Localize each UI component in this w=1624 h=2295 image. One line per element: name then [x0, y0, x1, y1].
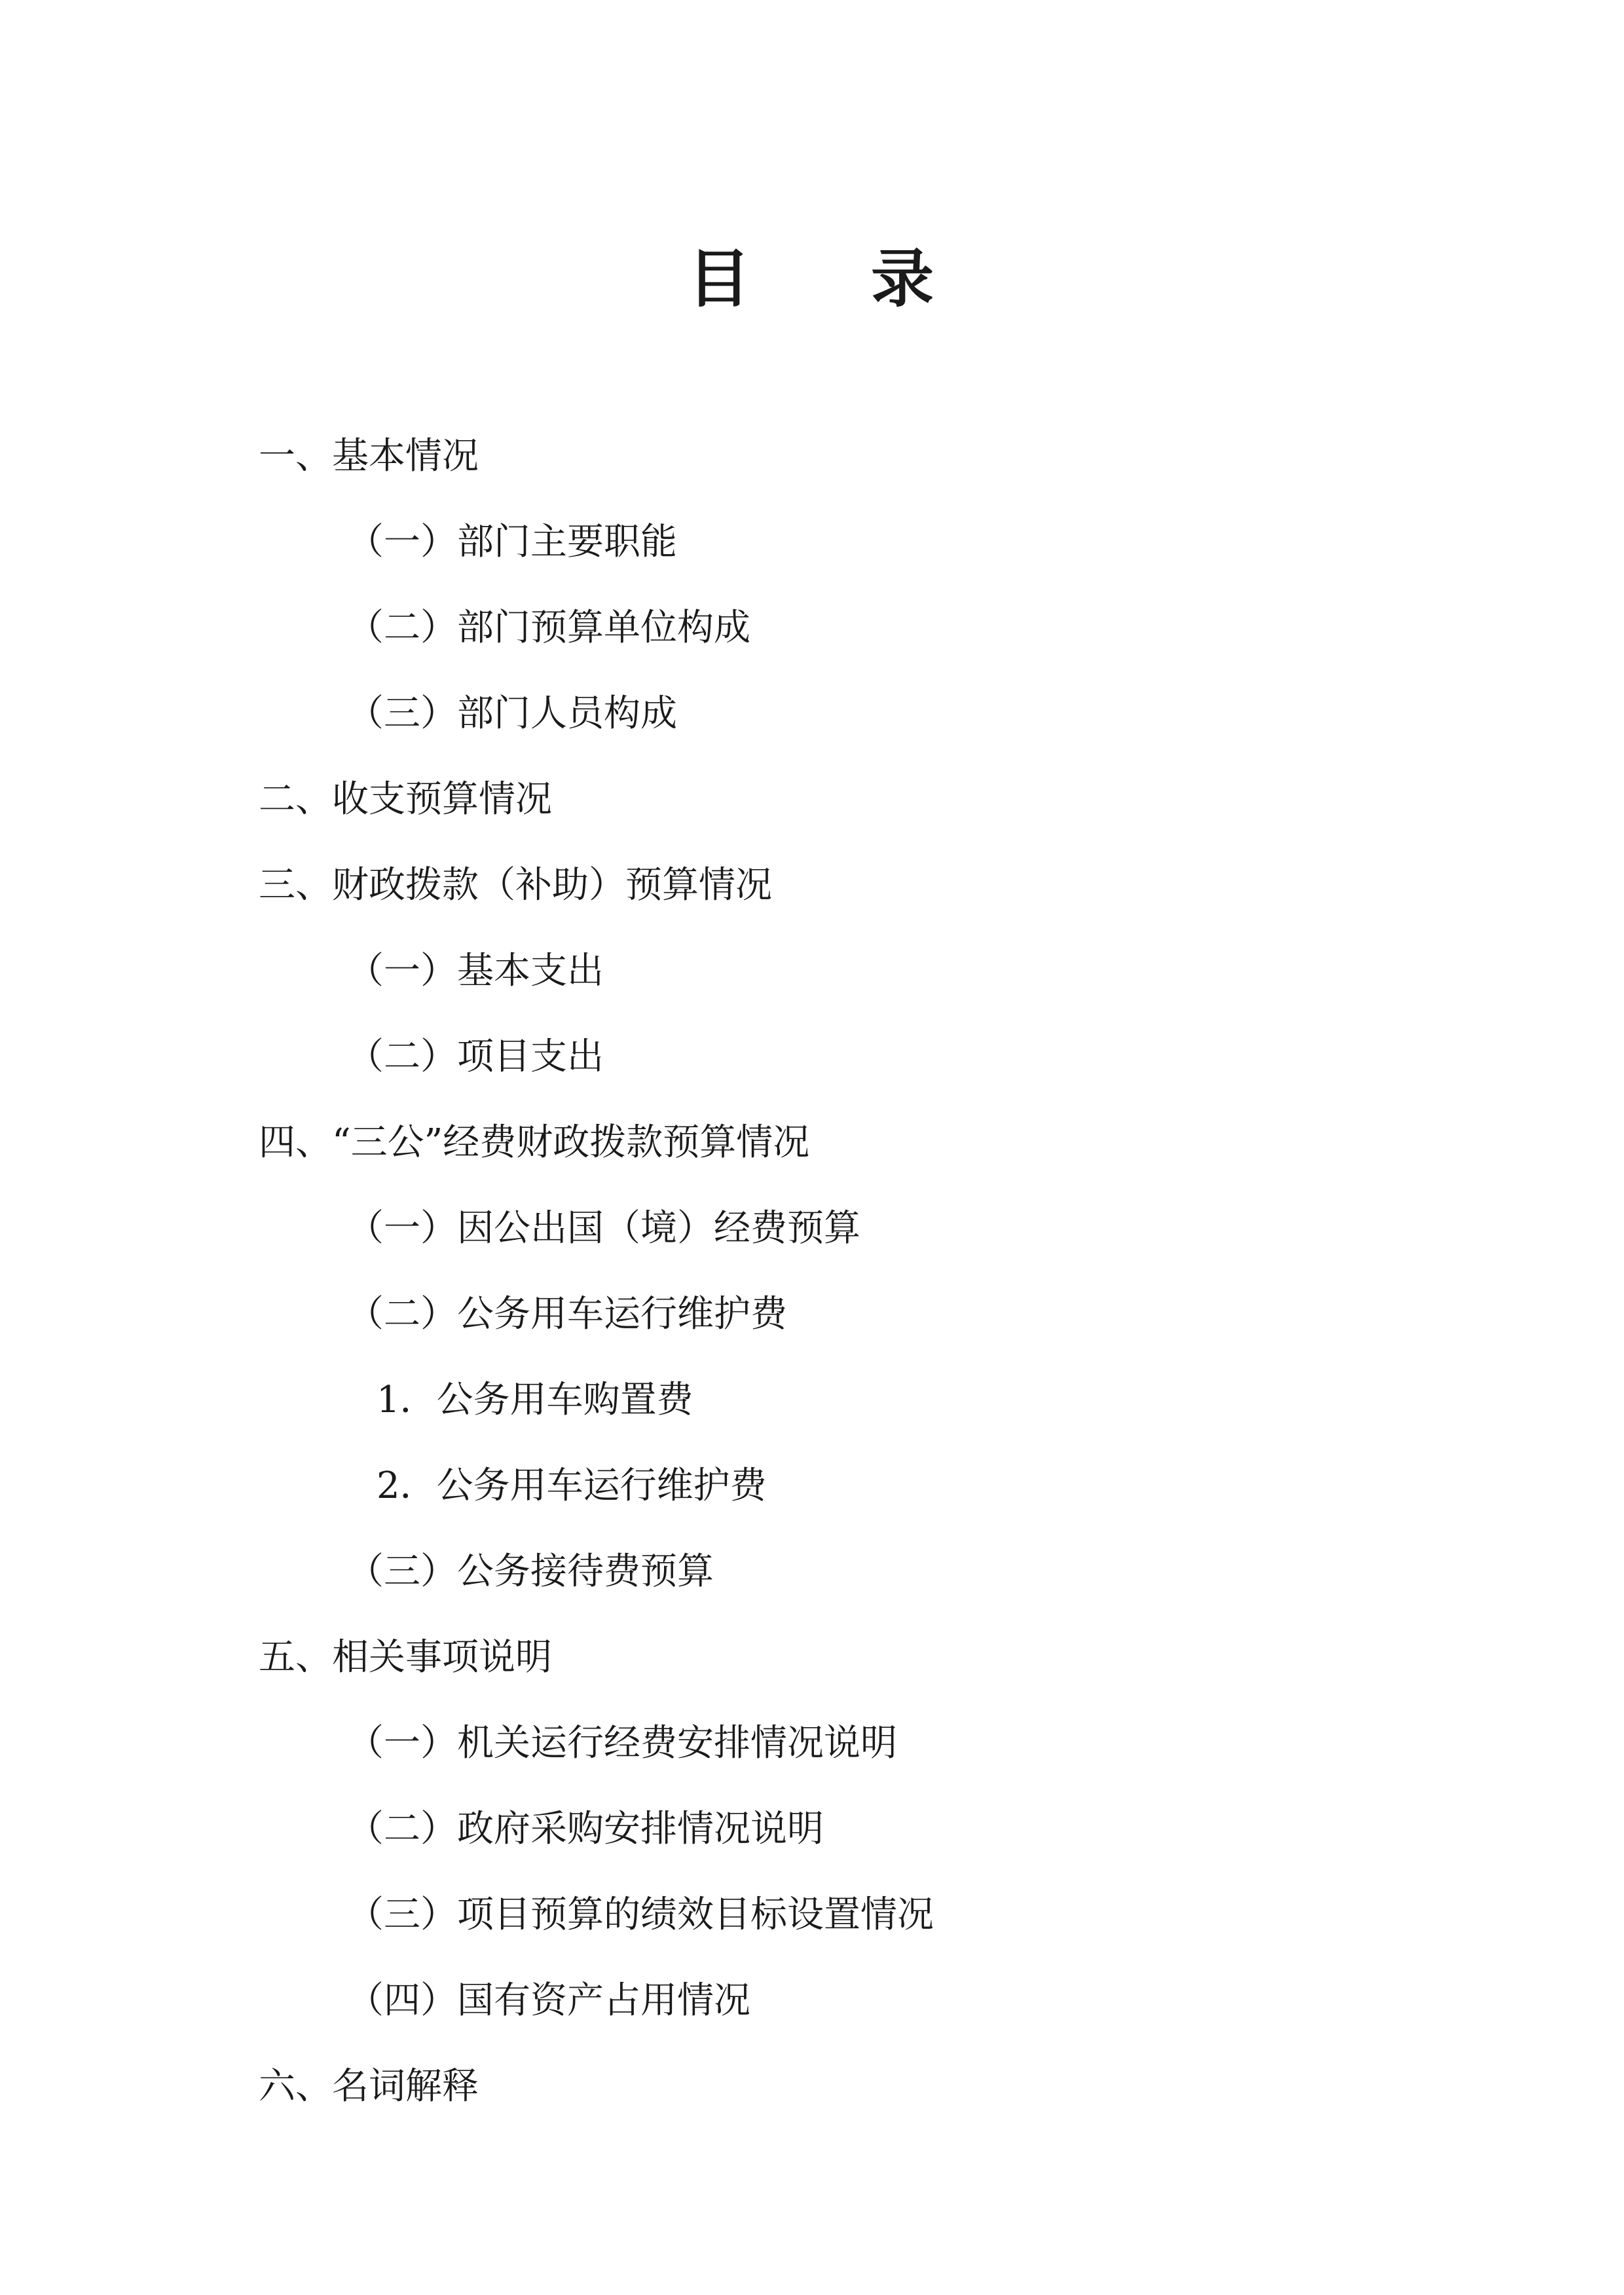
- toc-entry-1-2: （二）部门预算单位构成: [347, 606, 750, 649]
- toc-entry-2: 二、收支预算情况: [259, 778, 552, 821]
- toc-entry-5-3: （三）项目预算的绩效目标设置情况: [347, 1894, 934, 1936]
- toc-entry-4-2-2: 2．公务用车运行维护费: [377, 1465, 767, 1507]
- toc-entry-5-4: （四）国有资产占用情况: [347, 1979, 750, 2022]
- title-char-2: 录: [871, 242, 936, 316]
- toc-entry-1: 一、基本情况: [259, 435, 479, 477]
- toc-entry-3: 三、财政拨款（补助）预算情况: [259, 864, 772, 906]
- title-char-1: 目: [688, 242, 753, 316]
- toc-entry-3-2: （二）项目支出: [347, 1036, 604, 1078]
- toc-entry-6: 六、名词解释: [259, 2065, 479, 2108]
- toc-entry-1-3: （三）部门人员构成: [347, 692, 677, 735]
- toc-entry-5: 五、相关事项说明: [259, 1636, 552, 1679]
- toc-entry-4-2: （二）公务用车运行维护费: [347, 1293, 787, 1335]
- toc-entry-4-3: （三）公务接待费预算: [347, 1550, 714, 1593]
- toc-entry-4-2-1: 1．公务用车购置费: [377, 1379, 693, 1421]
- toc-entry-1-1: （一）部门主要职能: [347, 521, 677, 563]
- toc-entry-3-1: （一）基本支出: [347, 950, 604, 992]
- toc-entry-4: 四、“三公”经费财政拨款预算情况: [259, 1121, 810, 1164]
- toc-entry-4-1: （一）因公出国（境）经费预算: [347, 1207, 860, 1250]
- toc-entry-5-2: （二）政府采购安排情况说明: [347, 1808, 824, 1850]
- toc-entry-5-1: （一）机关运行经费安排情况说明: [347, 1722, 897, 1764]
